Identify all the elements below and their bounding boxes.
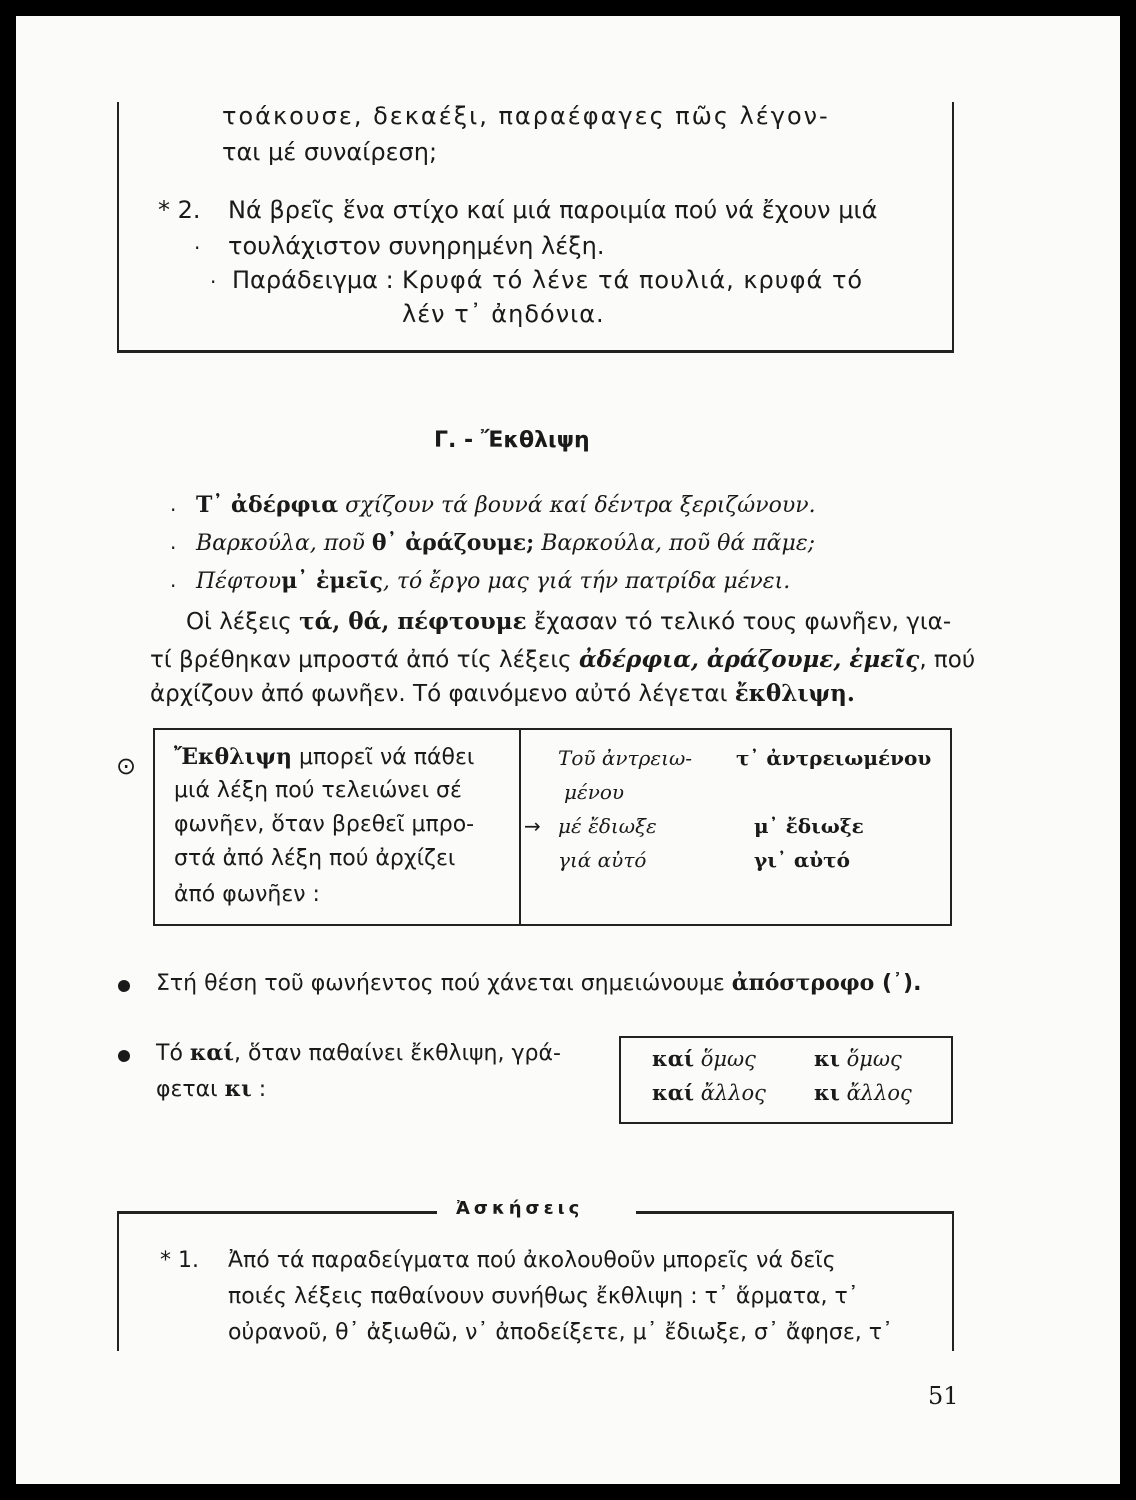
example-line-1: Κρυφά τό λένε τά πουλιά, κρυφά τό [402,266,864,294]
paragraph-text: τί βρέθηκαν μπροστά ἀπό τίς λέξεις [150,647,579,673]
kai-box-row-1-left [652,1046,756,1071]
paragraph-bold: ἔκθλιψη. [734,680,855,707]
rule-result-3: γι᾽ αὐτό [754,848,850,872]
example-3 [196,568,790,594]
bullet-dot: · [210,270,217,294]
paragraph-text: ἀρχίζουν ἀπό φωνῆεν. Τό φαινόμενο αὐτό λέγεται [150,681,735,707]
paragraph-text: , πού [919,647,976,673]
exercise-1-line-2: ποιές λέξεις παθαίνουν συνήθως ἔκθλιψη : τ᾽ ἅρματα, τ᾽ [228,1284,859,1309]
ki-word: κι [814,1080,840,1105]
page-number: 51 [928,1382,959,1410]
paragraph-bold: τά, θά, πέφτουμε [299,608,527,635]
example-line-2: λέν τ᾽ ἀηδόνια. [402,300,605,328]
rule-example-3: γιά αὐτό [558,848,647,872]
ki-example: ὅμως [839,1047,902,1071]
paragraph-line-3 [150,680,855,707]
bullet-2-text: Τό [156,1041,190,1066]
bullet-1-bold: ἀπόστροφο [731,970,875,996]
rule-symbol: ⊙ [116,752,137,780]
paragraph-text: ἔχασαν τό τελικό τους φωνῆεν, για- [526,609,952,635]
rule-text: μπορεῖ νά πάθει [292,745,475,770]
exercise-1-line-1: Ἀπό τά παραδείγματα πού ἀκολουθοῦν μπορεῖς νά δεῖς [228,1248,836,1273]
rule-line-5: ἀπό φωνῆεν : [174,882,320,907]
exercise-1-marker: * 1. [160,1248,199,1273]
bullet-2-line-2 [156,1076,266,1102]
bullet-1-main: Στή θέση τοῦ φωνήεντος πού χάνεται σημειώνουμε [156,971,732,996]
arrow-icon: → [524,814,541,838]
ki-example: ἄλλος [839,1081,912,1105]
bullet-dot: · [194,236,201,260]
kai-word: καί [652,1046,695,1071]
bullet-1-end: (᾽). [874,971,922,996]
bullet-2-text: φεται [156,1077,225,1102]
rule-result-1: τ᾽ ἀντρειωμένου [736,746,932,770]
bullet-dot: · [170,498,177,522]
example-label: Παράδειγμα : [232,266,394,294]
bullet-dot: · [170,536,177,560]
question-1-line-1: τοάκουσε, δεκαέξι, παραέφαγες πῶς λέγον- [222,102,830,130]
bullet-dot: · [170,574,177,598]
paragraph-line-1 [186,608,951,635]
example-1-rest: σχίζουν τά βουνά καί δέντρα ξεριζώνουν. [338,493,816,518]
book-page [16,16,1120,1484]
bullet-icon [118,980,130,992]
example-1-bold: Τ᾽ ἀδέρφια [196,492,339,518]
paragraph-text: Οἱ λέξεις [186,609,300,635]
rule-line-1 [174,744,474,770]
question-2-line-2: τουλάχιστον συνηρημένη λέξη. [228,232,605,260]
ki-word: κι [814,1046,840,1071]
rule-line-2: μιά λέξη πού τελειώνει σέ [174,778,462,803]
rule-term: Ἔκθλιψη [174,744,292,770]
rule-line-3: φωνῆεν, ὅταν βρεθεῖ μπρο- [174,812,475,837]
exercise-1-line-3: οὐρανοῦ, θ᾽ ἀξιωθῶ, ν᾽ ἀποδείξετε, μ᾽ ἔδιωξε, σ᾽ ἄφησε, τ᾽ [228,1320,893,1345]
exercises-title: Ἀσκήσεις [456,1198,584,1219]
kai-box-row-1-right [814,1046,902,1071]
question-1-line-2: ται μέ συναίρεση; [222,138,438,166]
bullet-1-text [156,970,921,996]
example-2 [196,530,815,556]
bullet-2-text: , ὅταν παθαίνει ἔκθλιψη, γρά- [233,1041,561,1066]
rule-example-1a: Τοῦ ἀντρειω- [558,746,693,770]
paragraph-line-2 [150,646,975,673]
bullet-2-bold: καί [189,1040,234,1066]
rule-example-2: μέ ἔδιωξε [558,814,657,838]
kai-box-row-2-right [814,1080,912,1105]
kai-word: καί [652,1080,695,1105]
bullet-2-text: : [251,1077,267,1102]
question-2-marker: * 2. [158,196,201,224]
section-heading: Γ. - Ἔκθλιψη [434,428,590,453]
example-3-rest: , τό ἔργο μας γιά τήν πατρίδα μένει. [382,569,791,594]
example-1 [196,492,816,518]
kai-example: ὅμως [694,1047,756,1071]
rule-line-4: στά ἀπό λέξη πού ἀρχίζει [174,846,456,871]
example-3-bold: μ᾽ ἐμεῖς [281,568,383,594]
rule-result-2: μ᾽ ἔδιωξε [754,814,864,838]
rule-example-1b: μένου [564,780,625,804]
example-3-pre: Πέφτου [196,569,282,594]
paragraph-bold: ἀδέρφια, ἀράζουμε, ἐμεῖς [578,646,920,673]
example-2-rest: Βαρκούλα, ποῦ θά πᾶμε; [534,531,816,556]
kai-example: ἄλλος [694,1081,766,1105]
example-2-bold: θ᾽ ἀράζουμε; [371,530,535,556]
example-2-pre: Βαρκούλα, ποῦ [196,531,372,556]
question-2-line-1: Νά βρεῖς ἕνα στίχο καί μιά παροιμία πού νά ἔχουν μιά [228,196,878,224]
kai-box-row-2-left [652,1080,766,1105]
bullet-icon [118,1050,130,1062]
bullet-2-bold: κι [224,1076,252,1102]
bullet-2-line-1 [156,1040,561,1066]
